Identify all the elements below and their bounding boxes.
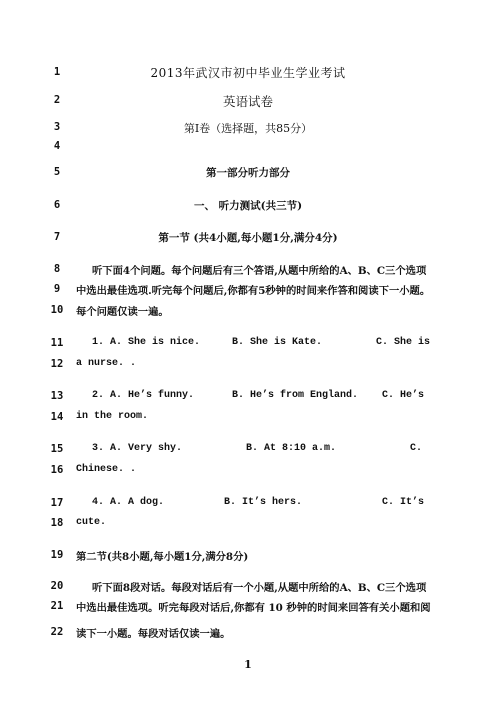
line-number: 1 — [53, 66, 61, 78]
line-number: 22 — [50, 626, 64, 638]
line-number: 20 — [50, 580, 64, 592]
instruction-line: 中选出最佳选项。听完每段对话后,你都有 10 秒钟的时间来回答有关小题和阅 — [76, 602, 431, 614]
line-number: 19 — [50, 549, 64, 561]
exam-subject: 英语试卷 — [222, 94, 273, 109]
question-continuation: cute. — [76, 517, 107, 528]
instruction-line: 读下一小题。每段对话仅读一遍。 — [76, 628, 231, 640]
subsection-title: 第一节 (共4小题,每小题1分,满分4分) — [158, 232, 338, 244]
line-number: 12 — [50, 358, 64, 370]
volume-title: 第Ⅰ卷（选择题，共85分） — [183, 122, 313, 135]
line-number: 11 — [50, 337, 64, 349]
line-number: 16 — [50, 464, 64, 476]
line-number: 9 — [53, 283, 61, 295]
question-option-a: 2. A. He’s funny. — [92, 390, 195, 401]
line-number: 10 — [50, 304, 64, 316]
question-option-b: B. He’s from England. — [232, 390, 359, 401]
question-continuation: in the room. — [76, 411, 149, 422]
line-number: 2 — [53, 94, 61, 106]
line-number: 14 — [50, 411, 64, 423]
question-option-c: C. It’s — [382, 497, 425, 508]
line-number: 8 — [53, 263, 61, 275]
part-title: 第一部分听力部分 — [206, 167, 290, 179]
line-number: 5 — [53, 166, 61, 178]
question-option-a: 4. A. A dog. — [92, 497, 165, 508]
question-option-b: B. At 8:10 a.m. — [246, 443, 337, 454]
question-option-c: C. He’s — [382, 390, 425, 401]
line-number: 18 — [50, 517, 64, 529]
line-number: 3 — [53, 121, 61, 133]
line-number: 6 — [53, 199, 61, 211]
instruction-line: 每个问题仅读一遍。 — [76, 306, 169, 318]
question-option-b: B. She is Kate. — [232, 337, 323, 348]
question-option-c: C. — [410, 443, 423, 454]
question-continuation: Chinese. . — [76, 464, 137, 475]
instruction-line: 听下面4个问题。每个问题后有三个答语,从题中所给的A、B、C三个选项 — [92, 265, 427, 277]
line-number: 17 — [50, 497, 64, 509]
question-option-a: 3. A. Very shy. — [92, 443, 183, 454]
section-title: 一、 听力测试(共三节) — [193, 200, 303, 212]
instruction-line: 中选出最佳选项.听完每个问题后,你都有5秒钟的时间来作答和阅读下一小题。 — [76, 285, 431, 297]
instruction-line: 听下面8段对话。每段对话后有一个小题,从题中所给的A、B、C三个选项 — [92, 582, 427, 594]
line-number: 21 — [50, 600, 64, 612]
page-number: 1 — [244, 658, 252, 671]
line-number: 7 — [53, 231, 61, 243]
subsection-title: 第二节(共8小题,每小题1分,满分8分) — [76, 551, 249, 563]
question-option-a: 1. A. She is nice. — [92, 337, 201, 348]
line-number: 4 — [53, 140, 61, 152]
line-number: 13 — [50, 390, 64, 402]
question-continuation: a nurse. . — [76, 358, 137, 369]
question-option-c: C. She is — [376, 337, 431, 348]
line-number: 15 — [50, 443, 64, 455]
exam-title: 2013年武汉市初中毕业生学业考试 — [150, 66, 346, 80]
question-option-b: B. It’s hers. — [224, 497, 303, 508]
